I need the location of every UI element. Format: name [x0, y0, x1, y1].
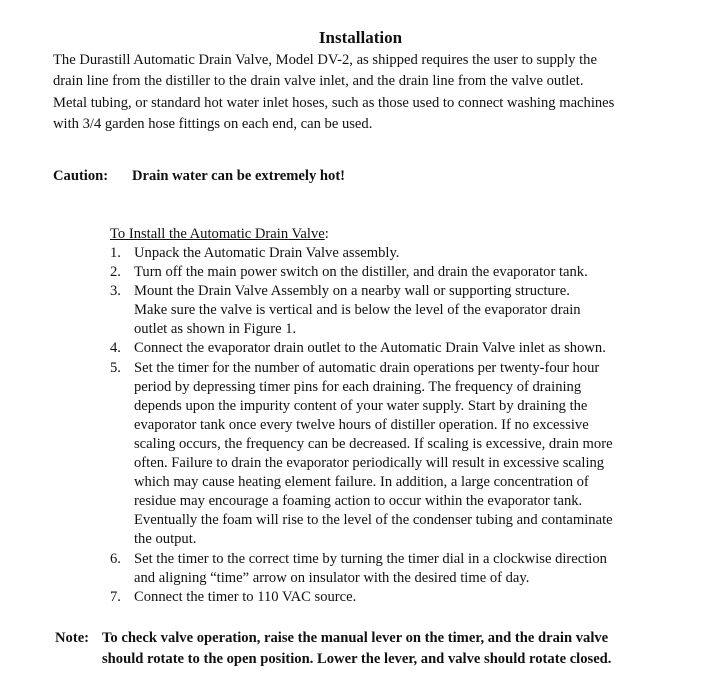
list-item — [110, 244, 710, 263]
step-line: Connect the evaporator drain outlet to the Automatic Drain Valve inlet as shown. — [134, 340, 606, 357]
step-number: 2. — [110, 264, 121, 281]
note-label: Note: — [55, 630, 90, 646]
step-line: Connect the timer to 110 VAC source. — [134, 588, 357, 605]
step-line: which may cause heating element failure. In addition, a large concentration of — [134, 474, 589, 491]
install-heading-colon: : — [324, 226, 329, 242]
note-line: To check valve operation, raise the manual lever on the timer, and the drain valve — [102, 630, 609, 646]
step-line: the output. — [134, 531, 197, 548]
caution-label: Caution: — [53, 168, 109, 184]
step-line: period by depressing timer pins for each draining. The frequency of draining — [134, 378, 582, 395]
step-line: Eventually the foam will rise to the level of the condenser tubing and contaminate — [134, 512, 613, 529]
step-line: often. Failure to drain the evaporator periodically will result in excessive scaling — [134, 455, 605, 472]
step-line: scaling occurs, the frequency can be decreased. If scaling is excessive, drain more — [134, 435, 613, 452]
list-item — [110, 263, 710, 282]
step-line: Turn off the main power switch on the distiller, and drain the evaporator tank. — [134, 264, 588, 281]
step-line: Unpack the Automatic Drain Valve assembly. — [134, 245, 400, 261]
step-number: 1. — [110, 245, 121, 261]
intro-line: with 3/4 garden hose fittings on each end, can be used. — [53, 115, 373, 132]
step-number: 6. — [110, 550, 121, 567]
list-item — [110, 550, 710, 588]
intro-paragraph — [53, 50, 713, 135]
step-line: residue may encourage a foaming action to occur within the evaporator tank. — [134, 493, 583, 510]
install-heading — [110, 225, 329, 244]
step-line: Make sure the valve is vertical and is below the level of the evaporator drain — [134, 302, 581, 319]
page-title: Installation — [318, 28, 403, 47]
step-number: 3. — [110, 283, 121, 300]
intro-line: Metal tubing, or standard hot water inlet hoses, such as those used to connect washing machines — [53, 94, 615, 111]
step-number: 4. — [110, 340, 121, 357]
step-line: evaporator tank once every twelve hours of distiller operation. If no excessive — [134, 416, 589, 433]
step-number: 7. — [110, 588, 121, 605]
caution-text: Drain water can be extremely hot! — [132, 168, 346, 184]
step-line: Mount the Drain Valve Assembly on a nearby wall or supporting structure. — [134, 283, 570, 300]
step-line: Set the timer to the correct time by turning the timer dial in a clockwise direction — [134, 550, 607, 567]
step-line: outlet as shown in Figure 1. — [134, 321, 297, 338]
step-line: and aligning “time” arrow on insulator with the desired time of day. — [134, 569, 530, 586]
note-body — [55, 628, 715, 670]
step-number: 5. — [110, 359, 121, 376]
step-line: Set the timer for the number of automatic drain operations per twenty-four hour — [134, 359, 600, 376]
step-line: depends upon the impurity content of your water supply. Start by draining the — [134, 397, 588, 414]
intro-line: drain line from the distiller to the drain valve inlet, and the drain line from the valve outlet. — [53, 73, 584, 90]
caution-notice — [53, 166, 345, 186]
list-item — [110, 282, 710, 339]
intro-line: The Durastill Automatic Drain Valve, Model DV-2, as shipped requires the user to supply the — [53, 52, 597, 68]
list-item — [110, 359, 710, 550]
list-item — [110, 588, 710, 607]
note-block — [55, 628, 715, 670]
list-item — [110, 339, 710, 358]
install-steps-list — [110, 244, 710, 607]
note-line: should rotate to the open position. Lower the lever, and valve should rotate closed. — [102, 651, 612, 667]
install-heading-text: To Install the Automatic Drain Valve — [110, 226, 325, 242]
